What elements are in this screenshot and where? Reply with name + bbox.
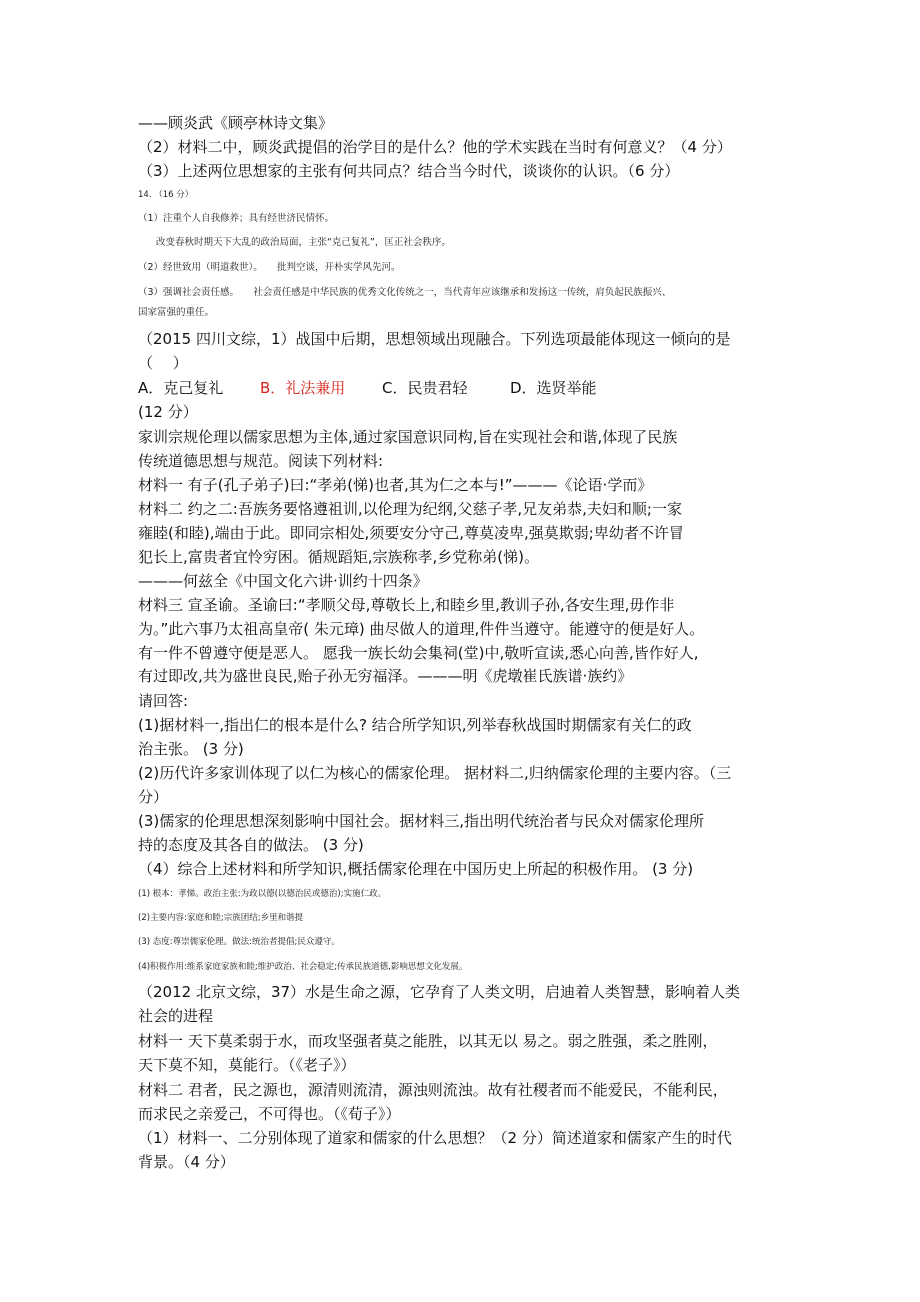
question-line: (2)历代许多家训体现了以仁为核心的儒家伦理。 据材料二,归纳儒家伦理的主要内容。（三 <box>138 764 732 782</box>
option-d: D．选贤举能 <box>510 379 597 397</box>
material-line: 有一件不曾遵守便是恶人。 愿我一族长幼会集祠(堂)中,敬听宣读,悉心向善,皆作好人, <box>138 644 699 662</box>
question-line: 治主张。 (3 分) <box>138 740 244 758</box>
answer-line: （1）注重个人自我修养；具有经世济民情怀。 <box>138 213 335 224</box>
intro-line: 家训宗规伦理以儒家思想为主体,通过家国意识同构,旨在实现社会和谐,体现了民族 <box>138 428 678 446</box>
intro-line: 传统道德思想与规范。阅读下列材料: <box>138 452 384 470</box>
material-line: 雍睦(和睦),端由于此。即同宗相处,须要安分守己,尊莫凌卑,强莫欺弱;卑幼者不许冒 <box>138 524 684 542</box>
option-c: C．民贵君轻 <box>382 379 468 397</box>
quote-source-line: ——顾炎武《顾亭林诗文集》 <box>138 114 334 132</box>
material-line: 而求民之亲爱己，不可得也。（《荀子》） <box>138 1105 401 1123</box>
answer-line: (3) 态度:尊崇儒家伦理。做法:统治者提倡;民众遵守。 <box>138 937 340 947</box>
question-line: （4）综合上述材料和所学知识,概括儒家伦理在中国历史上所起的积极作用。 (3 分) <box>138 860 694 878</box>
material-line: 有过即改,共为盛世良民,贻子孙无穷福泽。———明《虎墩崔氏族谱·族约》 <box>138 667 633 685</box>
answer-line: (2)主要内容:家庭和睦;宗族团结;乡里和谐提 <box>138 913 304 923</box>
option-a: A．克己复礼 <box>138 379 224 397</box>
answer-line: (1) 根本：孝悌。政治主张:为政以德(以德治民或德治);实施仁政。 <box>138 889 387 899</box>
material-source: ———何兹全《中国文化六讲·训约十四条》 <box>138 572 428 590</box>
option-b: B．礼法兼用 <box>260 379 346 397</box>
material-line: 天下莫不知，莫能行。（《老子》） <box>138 1056 356 1074</box>
options-row <box>138 381 597 396</box>
material-line: 材料一 天下莫柔弱于水，而攻坚强者莫之能胜，以其无以 易之。弱之胜强，柔之胜刚， <box>138 1032 718 1050</box>
material-line: 材料一 有子(孔子弟子)曰:“孝弟(悌)也者,其为仁之本与!”———《论语·学而》 <box>138 476 653 494</box>
answer-line: （2）经世致用（明道救世）。 批判空谈，开朴实学风先河。 <box>138 262 401 273</box>
question-line: （1）材料一、二分别体现了道家和儒家的什么思想？（2 分）简述道家和儒家产生的时代 <box>138 1129 732 1147</box>
question-line: 背景。（4 分） <box>138 1153 235 1171</box>
material-line: 材料二 约之二:吾族务要恪遵祖训,以伦理为纪纲,父慈子孝,兄友弟恭,夫妇和顺;一家 <box>138 500 682 518</box>
material-line: 犯长上,富贵者宜怜穷困。循规蹈矩,宗族称孝,乡党称弟(悌)。 <box>138 548 540 566</box>
answer-line: 国家富强的重任。 <box>138 307 215 318</box>
question-line: (1)据材料一,指出仁的根本是什么? 结合所学知识,列举春秋战国时期儒家有关仁的政 <box>138 716 692 734</box>
question-line: (3)儒家的伦理思想深刻影响中国社会。据材料三,指出明代统治者与民众对儒家伦理所 <box>138 812 705 830</box>
prompt-line: 请回答: <box>138 692 189 710</box>
score-line: (12 分） <box>138 403 198 421</box>
answer-blank: （ ） <box>138 354 188 372</box>
material-line: 为。”此六事乃太祖高皇帝( 朱元璋) 曲尽做人的道理,件件当遵守。能遵守的便是好人。 <box>138 620 705 638</box>
question-line: （2）材料二中，顾炎武提倡的治学目的是什么？他的学术实践在当时有何意义？（4 分） <box>138 138 732 156</box>
answer-line: (4)积极作用:维系家庭家族和睦;维护政治、社会稳定;传承民族道德,影响思想文化发展。 <box>138 962 468 972</box>
answer-line: （3）强调社会责任感。 社会责任感是中华民族的优秀文化传统之一，当代青年应该继承和发扬这一传统，肩负起民族振兴、 <box>138 287 672 298</box>
material-line: 材料三 宣圣谕。圣谕曰:“孝顺父母,尊敬长上,和睦乡里,教训子孙,各安生理,毋作非 <box>138 596 675 614</box>
question-stem: 社会的进程 <box>138 1007 214 1025</box>
question-stem: （2015 四川文综，1）战国中后期，思想领域出现融合。下列选项最能体现这一倾向的是 <box>138 330 731 348</box>
question-line: 持的态度及其各自的做法。 (3 分) <box>138 836 364 854</box>
question-line: （3）上述两位思想家的主张有何共同点？结合当今时代，谈谈你的认识。（6 分） <box>138 162 680 180</box>
answer-heading: 14. （16 分） <box>138 190 194 200</box>
question-line: 分） <box>138 788 169 806</box>
material-line: 材料二 君者，民之源也，源清则流清，源浊则流浊。故有社稷者而不能爱民，不能利民， <box>138 1081 728 1099</box>
question-stem: （2012 北京文综，37）水是生命之源，它孕育了人类文明，启迪着人类智慧，影响着人类 <box>138 983 741 1001</box>
answer-line: 改变春秋时期天下大乱的政治局面，主张“克己复礼”，匡正社会秩序。 <box>156 237 451 248</box>
